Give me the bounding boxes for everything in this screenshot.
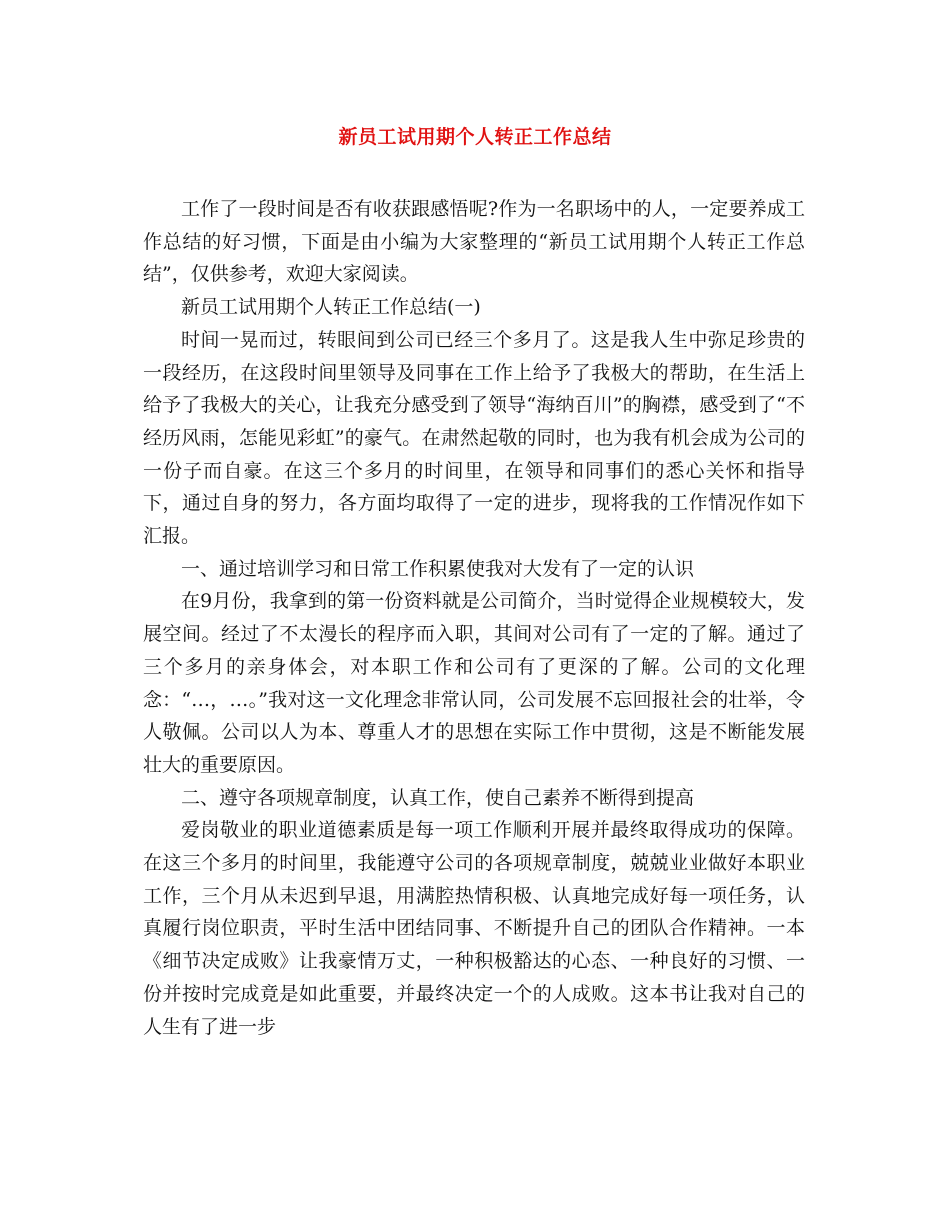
paragraph-company-culture: 在9月份，我拿到的第一份资料就是公司简介，当时觉得企业规模较大，发展空间。经过了不太漫长的程序而入职，其间对公司有了一定的了解。通过了三个多月的亲身体会，对本职工作和公司有了更深的了解。公司的文化理念：“…，…。”我对这一文化理念非常认同，公司发展不忘回报社会的壮举，令人敬佩。公司以人为本、尊重人才的思想在实际工作中贯彻，这是不断能发展壮大的重要原因。 (143, 590, 805, 776)
document-body (143, 193, 805, 1043)
paragraph-heading-2: 二、遵守各项规章制度，认真工作，使自己素养不断得到提高 (181, 786, 695, 809)
paragraph-section-title: 新员工试用期个人转正工作总结(一) (181, 296, 481, 319)
paragraph-heading-1: 一、通过培训学习和日常工作积累使我对大发有了一定的认识 (181, 557, 695, 580)
document-title: 新员工试用期个人转正工作总结 (338, 126, 612, 148)
paragraph-intro: 工作了一段时间是否有收获跟感悟呢?作为一名职场中的人，一定要养成工作总结的好习惯，下面是由小编为大家整理的“新员工试用期个人转正工作总结”，仅供参考，欢迎大家阅读。 (143, 198, 805, 286)
paragraph-work-ethic: 爱岗敬业的职业道德素质是每一项工作顺利开展并最终取得成功的保障。在这三个多月的时间里，我能遵守公司的各项规章制度，兢兢业业做好本职业工作，三个月从未迟到早退，用满腔热情积极、认真地完成好每一项任务，认真履行岗位职责，平时生活中团结同事、不断提升自己的团队合作精神。一本《细节决定成败》让我豪情万丈，一种积极豁达的心态、一种良好的习惯、一份并按时完成竟是如此重要，并最终决定一个的人成败。这本书让我对自己的人生有了进一步 (143, 819, 805, 1038)
paragraph-opening: 时间一晃而过，转眼间到公司已经三个多月了。这是我人生中弥足珍贵的一段经历，在这段时间里领导及同事在工作上给予了我极大的帮助，在生活上给予了我极大的关心，让我充分感受到了领导“海纳百川”的胸襟，感受到了“不经历风雨，怎能见彩虹”的豪气。在肃然起敬的同时，也为我有机会成为公司的一份子而自豪。在这三个多月的时间里，在领导和同事们的悉心关怀和指导下，通过自身的努力，各方面均取得了一定的进步，现将我的工作情况作如下汇报。 (143, 328, 805, 548)
